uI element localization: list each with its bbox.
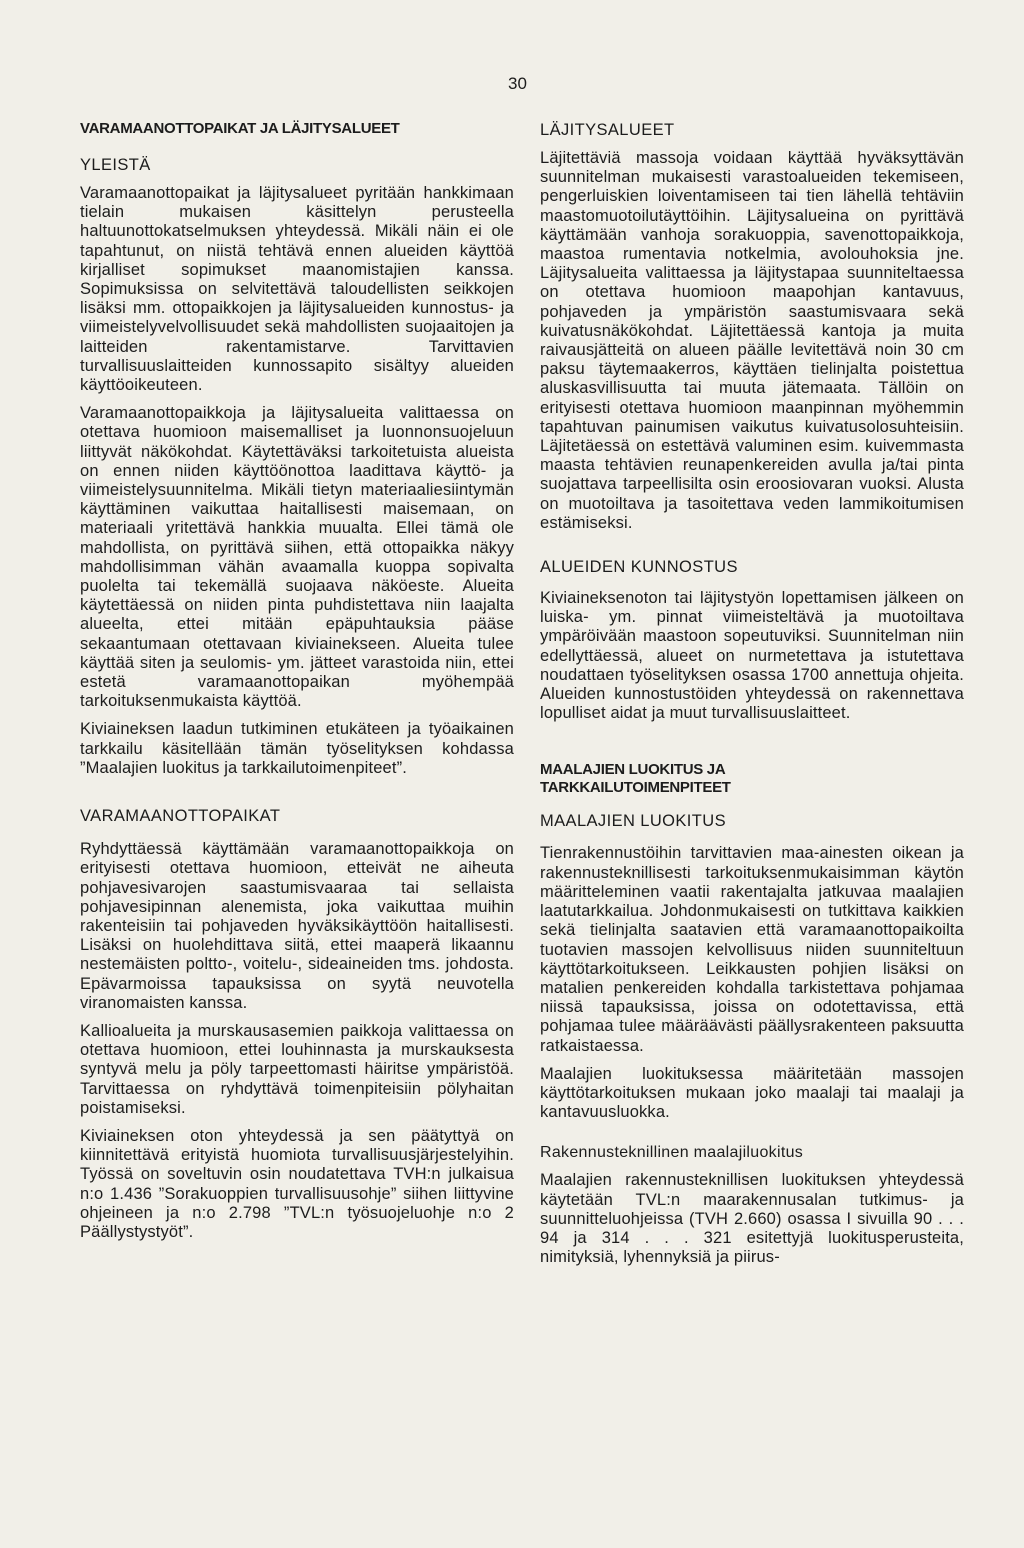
paragraph: Ryhdyttäessä käyttämään varamaanottopaikkoja on erityisesti otettava huomioon, etteivät ne aiheuta pohjavesivarojen saastumisvaaraa tai sellaista pohjavesipinnan alenemista, joka vaikuttaa muihin rakenteisiin tai pohjaveden hyväksikäyttöön haitallisesti. Lisäksi on huolehdittava siitä, ettei maaperä likaannu nestemäisten poltto-, voitelu-, sideaineiden tms. johdosta. Epävarmoissa tapauksissa on syytä neuvotella viranomaisten kanssa. <box>80 840 514 1012</box>
section-heading-rakennustekn: Rakennusteknillinen maalajiluokitus <box>540 1144 804 1162</box>
page-number: 30 <box>508 74 527 93</box>
paragraph: Kiviaineksen oton yhteydessä ja sen päätyttyä on kiinnitettävä erityistä huomiota turvallisuusjärjestelyihin. Työssä on soveltuvin osin noudatettava TVH:n julkaisua n:o 1.436 ”Sorakuoppien turvallisuusohje” siihen liittyvine ohjeineen ja n:o 2.798 ”TVL:n työsuojeluohje n:o 2 Päällystystyöt”. <box>80 1126 514 1241</box>
main-heading-line: MAALAJIEN LUOKITUS JA <box>540 761 726 779</box>
paragraph: Tienrakennustöihin tarvittavien maa-ainesten oikean ja rakennusteknillisesti tarkoituksenmukaisimman käytön määritteleminen vaatii rakentajalta jatkuvaa maalajien laatutarkkailua. Johdonmukaisesti on tutkittava kaikkien sekä tielinjalta saatavien että varamaanottopaikoilta tuotavien massojen kelvollisuus niiden suunniteltuun käyttötarkoitukseen. Leikkausten pohjien lisäksi on matalien penkereiden kohdalla tarkistettava pohjamaa niissä tapauksissa, joissa on odotettavissa, että pohjamaa tulee määräävästi päällysrakenteen paksuutta ratkaistaessa. <box>540 844 964 1055</box>
main-heading-line: TARKKAILUTOIMENPITEET <box>540 779 731 797</box>
paragraph: Maalajien luokituksessa määritetään massojen käyttötarkoituksen mukaan joko maalaji tai maalaji ja kantavuusluokka. <box>540 1064 964 1122</box>
paragraph: Maalajien rakennusteknillisen luokituksen yhteydessä käytetään TVL:n maarakennusalan tutkimus- ja suunnitteluohjeissa (TVH 2.660) osassa I sivuilla 90 . . . 94 ja 314 . . . 321 esitettyjä luokitusperusteita, nimityksiä, lyhennyksiä ja piirus- <box>540 1171 964 1267</box>
section-heading-kunnostus: ALUEIDEN KUNNOSTUS <box>540 558 738 577</box>
paragraph: Varamaanottopaikat ja läjitysalueet pyritään hankkimaan tielain mukaisen käsittelyn perusteella haltuunottokatselmuksen yhteydessä. Mikäli näin ei ole tapahtunut, on niistä tehtävä ennen alueiden käyttöä kirjalliset sopimukset maanomistajien kanssa. Sopimuksissa on selvitettävä taloudellisten seikkojen lisäksi mm. ottopaikkojen ja läjitysalueiden kunnostus- ja viimeistelyvelvollisuudet sekä mahdollisten suojaaitojen ja laitteiden rakentamistarve. Tarvittavien turvallisuuslaitteiden kunnossapito sisältyy alueiden käyttöoikeuteen. <box>80 184 514 395</box>
left-column <box>80 120 514 1242</box>
section-heading-yleista: YLEISTÄ <box>80 156 151 174</box>
paragraph: Varamaanottopaikkoja ja läjitysalueita valittaessa on otettava huomioon maisemalliset ja luonnonsuojeluun liittyvät näkökohdat. Käytettäväksi tarkoitetuista alueista on ennen niiden käyttöönottoa laadittava käyttö- ja viimeistelysuunnitelma. Mikäli tietyn materiaaliesiintymän käyttäminen vaikuttaa haitallisesti maisemaan, on materiaali yritettävä hankkia muualta. Ellei tämä ole mahdollista, on pyrittävä siihen, että ottopaikka näkyy mahdollisimman vähän avaamalla kuoppa sopivalta puolelta tai tekemällä suojaava näköeste. Alueita käytettäessä on niiden pinta puhdistettava niin laajalta alueelta, ettei mitään epäpuhtauksia pääse sekaantumaan otettavaan kiviainekseen. Alueita tulee käyttää siten ja seulomis- ym. jätteet varastoida niin, ettei estetä varamaanottopaikan myöhempää tarkoituksenmukaista käyttöä. <box>80 404 514 711</box>
paragraph: Läjitettäviä massoja voidaan käyttää hyväksyttävän suunnitelman mukaisesti varastoalueiden tekemiseen, pengerluiskien loiventamiseen tai tien lähellä tehtäviin maastomuotoilutäyttöihin. Läjitysalueina on pyrittävä käyttämään vanhoja sorakuoppia, savenottopaikkoja, maastoa rumentavia notkelmia, avolouhoksia jne. Läjitysalueita valittaessa ja läjitystapaa suunniteltaessa on otettava huomioon maapohjan kantavuus, pohjaveden ja ympäristön saastumisvaara sekä kuivatusnäkökohdat. Läjitettäessä kantoja ja muita raivausjätteitä on alueen päälle levitettävä noin 30 cm paksu täytemaakerros, käyttäen tielinjalta poistettua aluskasvillisuutta tai muuta jätemaata. Tällöin on erityisesti otettava huomioon maanpinnan myöhemmin tapahtuvan painumisen vaikutus kuivatusolosuhteisiin. Läjitetäessä on estettävä valuminen esim. kuivemmasta maasta tehtävien reunapenkereiden avulla ja/tai pinta suojattava tarpeellisilta osin eroosiovaran vuoksi. Alusta on muotoiltava ja tasoitettava veden lammikoitumisen estämiseksi. <box>540 149 964 532</box>
main-heading: VARAMAANOTTOPAIKAT JA LÄJITYSALUEET <box>80 120 400 137</box>
section-heading-luokitus: MAALAJIEN LUOKITUS <box>540 812 726 831</box>
main-heading-maalajien <box>540 761 964 797</box>
paragraph: Kiviaineksenoton tai läjitystyön lopettamisen jälkeen on luiska- ym. pinnat viimeisteltävä ja muotoiltava ympäröivään maastoon sopeutuviksi. Suunnitelman niin edellyttäessä, alueet on nurmetettava ja istutettava noudattaen työselityksen osassa 1700 annettuja ohjeita. Alueiden kunnostustöiden yhteydessä on rakennettava lopulliset aidat ja muut turvallisuuslaitteet. <box>540 589 964 723</box>
section-heading-varamaanottopaikat: VARAMAANOTTOPAIKAT <box>80 807 281 826</box>
paragraph: Kiviaineksen laadun tutkiminen etukäteen ja työaikainen tarkkailu käsitellään tämän työselityksen kohdassa ”Maalajien luokitus ja tarkkailutoimenpiteet”. <box>80 720 514 777</box>
section-heading-lajitysalueet: LÄJITYSALUEET <box>540 121 675 139</box>
right-column <box>540 120 964 1267</box>
paragraph: Kallioalueita ja murskausasemien paikkoja valittaessa on otettava huomioon, ettei louhinnasta ja murskauksesta syntyvä melu ja pöly tarpeettomasti häiritse ympäristöä. Tarvittaessa on ryhdyttävä toimenpiteisiin pölyhaitan poistamiseksi. <box>80 1021 514 1117</box>
